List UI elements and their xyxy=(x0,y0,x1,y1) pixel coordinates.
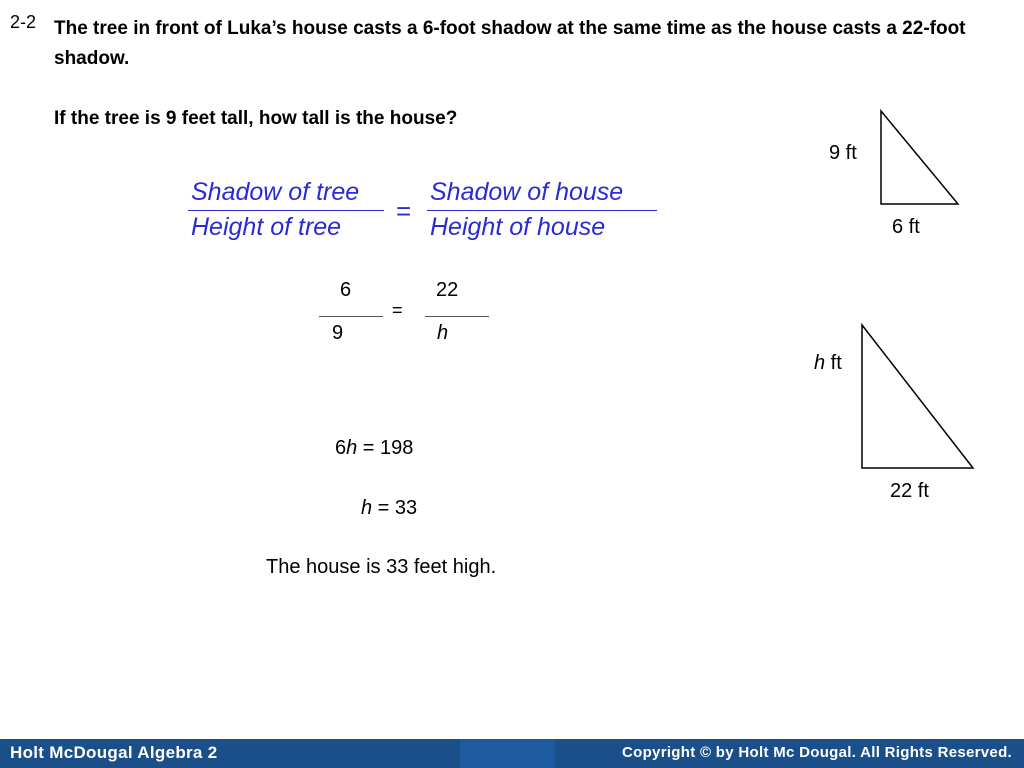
house-height-unit: ft xyxy=(825,352,842,374)
house-shadow-label: 22 ft xyxy=(890,480,929,502)
footer-bar xyxy=(0,739,1024,768)
numeric-right-fraction-bar xyxy=(425,316,489,317)
numeric-left-numerator: 6 xyxy=(340,279,352,301)
step2-variable: h xyxy=(361,497,373,519)
tree-triangle xyxy=(870,100,970,210)
conclusion-text: The house is 33 feet high. xyxy=(266,556,497,578)
numeric-left-fraction-bar xyxy=(319,316,383,317)
problem-statement xyxy=(54,14,984,134)
tree-shadow-label: 6 ft xyxy=(892,216,920,238)
house-height-label xyxy=(814,352,842,375)
numeric-right-numerator: 22 xyxy=(436,279,459,301)
step-solve xyxy=(361,497,417,520)
slide-number: 2-2 xyxy=(10,12,37,32)
step1-rest: = 198 xyxy=(357,437,414,459)
step1-variable: h xyxy=(346,437,358,459)
step2-rest: = 33 xyxy=(372,497,418,519)
step1-coefficient: 6 xyxy=(335,437,347,459)
word-left-denominator: Height of tree xyxy=(191,213,342,241)
problem-text: The tree in front of Luka’s house casts a 6-foot shadow at the same time as the house casts a 22-foot shadow. xyxy=(54,18,966,69)
house-height-variable: h xyxy=(814,352,826,374)
numeric-left-denominator: 9 xyxy=(332,322,344,344)
problem-question: If the tree is 9 feet tall, how tall is the house? xyxy=(54,108,458,129)
footer-copyright: Copyright © by Holt Mc Dougal. All Rights Reserved. xyxy=(622,744,1012,761)
numeric-equals-sign: = xyxy=(392,300,403,320)
word-equals-sign: = xyxy=(396,196,412,226)
word-right-denominator: Height of house xyxy=(430,213,606,241)
house-triangle xyxy=(850,315,980,475)
word-left-fraction-bar xyxy=(188,210,384,211)
footer-course-title: Holt McDougal Algebra 2 xyxy=(10,743,218,762)
word-left-numerator: Shadow of tree xyxy=(191,178,360,206)
tree-height-label: 9 ft xyxy=(829,142,857,164)
footer-accent-strip xyxy=(460,739,555,768)
step-cross-multiply xyxy=(335,437,413,460)
word-right-numerator: Shadow of house xyxy=(430,178,624,206)
word-right-fraction-bar xyxy=(427,210,657,211)
numeric-right-denominator: h xyxy=(437,322,449,344)
